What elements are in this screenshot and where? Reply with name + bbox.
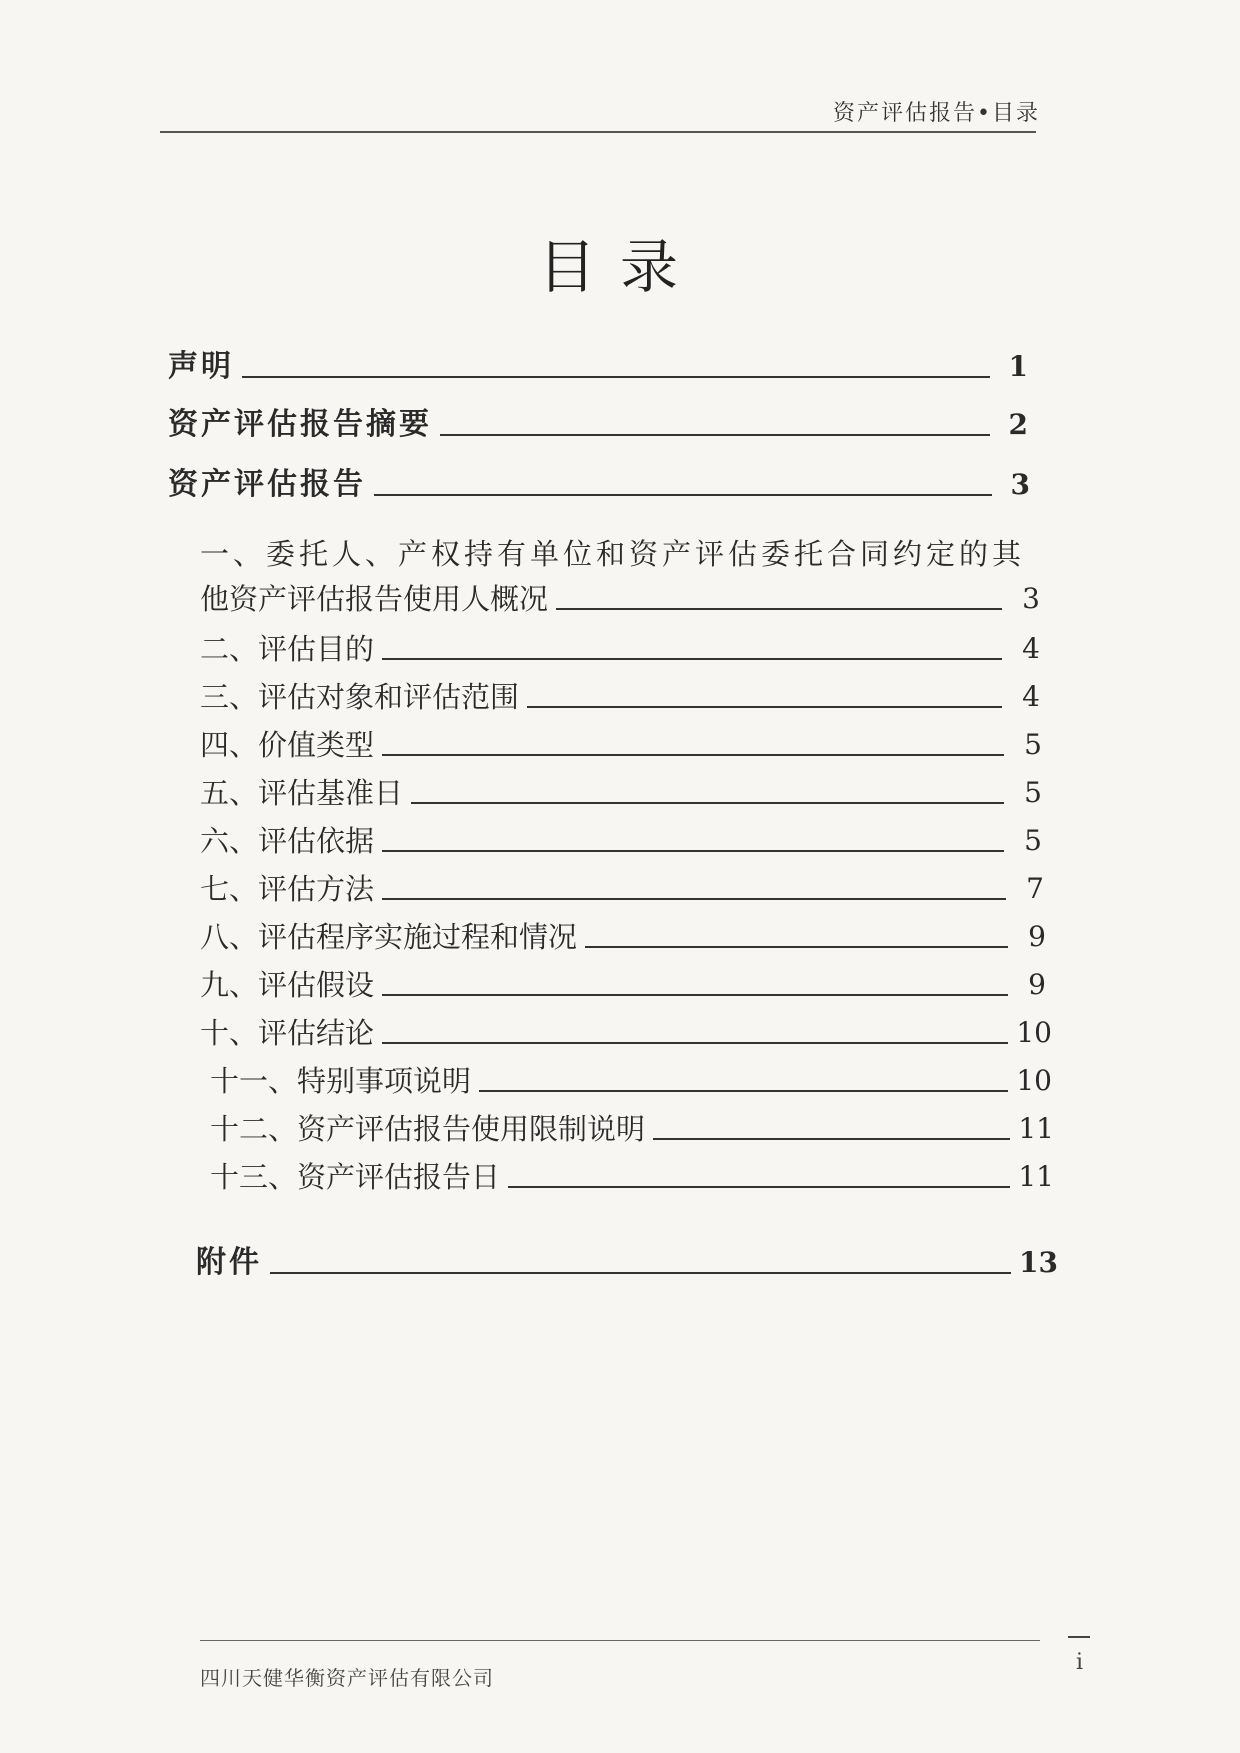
toc-entry-8 xyxy=(200,910,1046,954)
toc-leader xyxy=(411,802,1004,804)
toc-label: 声明 xyxy=(168,349,234,384)
toc-leader xyxy=(242,376,990,378)
toc-entry-6 xyxy=(200,814,1042,858)
running-header: 资产评估报告•目录 xyxy=(833,101,1040,126)
toc-page: 4 xyxy=(1022,680,1040,713)
toc-page: 3 xyxy=(1010,468,1030,501)
toc-entry-7 xyxy=(200,862,1044,906)
toc-entry-13 xyxy=(210,1150,1054,1194)
page-title: 目录 xyxy=(537,233,702,301)
toc-label: 十一、特别事项说明 xyxy=(210,1064,472,1098)
toc-leader xyxy=(479,1090,1008,1092)
toc-page: 4 xyxy=(1022,632,1040,665)
toc-entry-3 xyxy=(200,670,1040,714)
toc-page: 5 xyxy=(1024,776,1042,809)
toc-label: 四、价值类型 xyxy=(200,728,375,762)
toc-entry-2 xyxy=(200,622,1040,666)
toc-page: 13 xyxy=(1019,1246,1058,1279)
toc-label: 五、评估基准日 xyxy=(200,776,404,810)
toc-leader xyxy=(527,706,1002,708)
footer-rule xyxy=(200,1640,1040,1641)
toc-label: 七、评估方法 xyxy=(200,872,375,906)
toc-label: 九、评估假设 xyxy=(200,968,375,1002)
toc-entry-appendix xyxy=(196,1236,1058,1280)
toc-page: 9 xyxy=(1028,968,1046,1001)
toc-leader xyxy=(653,1138,1010,1140)
toc-label: 十、评估结论 xyxy=(200,1016,375,1050)
toc-leader xyxy=(440,434,990,436)
toc-page: 10 xyxy=(1016,1016,1052,1049)
toc-leader xyxy=(270,1272,1011,1274)
toc-page: 11 xyxy=(1018,1160,1054,1193)
toc-label: 他资产评估报告使用人概况 xyxy=(200,582,549,616)
toc-page: 1 xyxy=(1008,350,1028,383)
toc-page: 3 xyxy=(1022,582,1040,615)
toc-leader xyxy=(556,608,1002,610)
toc-entry-statement xyxy=(168,340,1028,384)
toc-entry-10 xyxy=(200,1006,1052,1050)
toc-entry-summary xyxy=(168,398,1028,442)
toc-entry-5 xyxy=(200,766,1042,810)
toc-label: 二、评估目的 xyxy=(200,632,375,666)
toc-entry-11 xyxy=(210,1054,1052,1098)
toc-label: 附件 xyxy=(196,1245,262,1280)
toc-leader xyxy=(508,1186,1010,1188)
toc-page: 2 xyxy=(1008,408,1028,441)
toc-leader xyxy=(382,850,1004,852)
toc-page: 9 xyxy=(1028,920,1046,953)
toc-page: 5 xyxy=(1024,824,1042,857)
footer-page-number: i xyxy=(1076,1650,1084,1675)
toc-leader xyxy=(382,898,1006,900)
footer-company: 四川天健华衡资产评估有限公司 xyxy=(200,1666,494,1690)
toc-entry-1 xyxy=(200,572,1040,616)
toc-leader xyxy=(585,946,1008,948)
toc-entry-1-first-line: 一、委托人、产权持有单位和资产评估委托合同约定的其 xyxy=(200,537,1026,571)
toc-page: 10 xyxy=(1016,1064,1052,1097)
toc-page: 11 xyxy=(1018,1112,1054,1145)
toc-label: 三、评估对象和评估范围 xyxy=(200,680,520,714)
toc-leader xyxy=(382,754,1004,756)
toc-label: 十三、资产评估报告日 xyxy=(210,1160,501,1194)
toc-label: 资产评估报告摘要 xyxy=(168,407,432,442)
toc-label: 八、评估程序实施过程和情况 xyxy=(200,920,578,954)
toc-leader xyxy=(374,494,992,496)
toc-entry-12 xyxy=(210,1102,1054,1146)
toc-entry-9 xyxy=(200,958,1046,1002)
footer-mark xyxy=(1068,1636,1090,1638)
toc-label: 资产评估报告 xyxy=(168,467,366,502)
toc-label: 十二、资产评估报告使用限制说明 xyxy=(210,1112,646,1146)
toc-entry-report xyxy=(168,458,1030,502)
toc-page: 7 xyxy=(1026,872,1044,905)
toc-label: 六、评估依据 xyxy=(200,824,375,858)
toc-leader xyxy=(382,658,1002,660)
toc-page: 5 xyxy=(1024,728,1042,761)
toc-entry-4 xyxy=(200,718,1042,762)
toc-leader xyxy=(382,1042,1008,1044)
toc-leader xyxy=(382,994,1008,996)
